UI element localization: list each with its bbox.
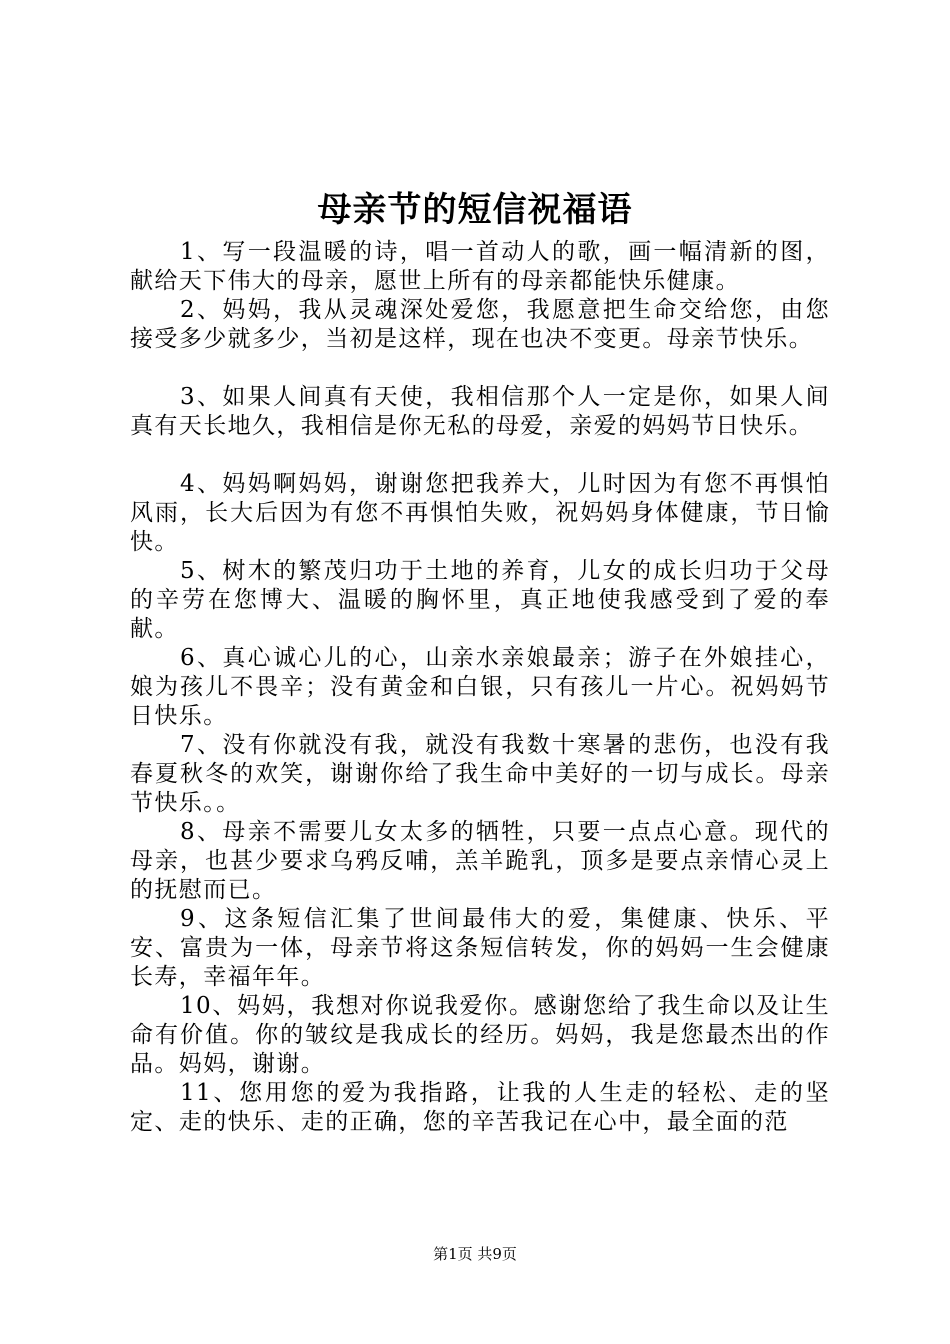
paragraph-1: 1、写一段温暖的诗，唱一首动人的歌，画一幅清新的图，献给天下伟大的母亲，愿世上所有的母亲都能快乐健康。 — [130, 239, 830, 294]
paragraph-6: 6、真心诚心儿的心，山亲水亲娘最亲；游子在外娘挂心，娘为孩儿不畏辛；没有黄金和白银，只有孩儿一片心。祝妈妈节日快乐。 — [130, 645, 830, 729]
page-number-footer: 第1页 共9页 — [433, 1245, 517, 1263]
paragraph-3: 3、如果人间真有天使，我相信那个人一定是你，如果人间真有天长地久，我相信是你无私的母爱，亲爱的妈妈节日快乐。 — [130, 384, 830, 439]
paragraph-10: 10、妈妈，我想对你说我爱你。感谢您给了我生命以及让生命有价值。你的皱纹是我成长的经历。妈妈，我是您最杰出的作品。妈妈，谢谢。 — [130, 993, 830, 1077]
paragraph-4: 4、妈妈啊妈妈，谢谢您把我养大，儿时因为有您不再惧怕风雨，长大后因为有您不再惧怕失败，祝妈妈身体健康，节日愉快。 — [130, 471, 830, 555]
paragraph-5: 5、树木的繁茂归功于土地的养育，儿女的成长归功于父母的辛劳在您博大、温暖的胸怀里，真正地使我感受到了爱的奉献。 — [130, 558, 830, 642]
paragraph-7: 7、没有你就没有我，就没有我数十寒暑的悲伤，也没有我春夏秋冬的欢笑，谢谢你给了我生命中美好的一切与成长。母亲节快乐。。 — [130, 732, 830, 816]
paragraph-9: 9、这条短信汇集了世间最伟大的爱，集健康、快乐、平安、富贵为一体，母亲节将这条短信转发，你的妈妈一生会健康长寿，幸福年年。 — [130, 906, 830, 990]
paragraph-8: 8、母亲不需要儿女太多的牺牲，只要一点点心意。现代的母亲，也甚少要求乌鸦反哺，羔羊跪乳，顶多是要点亲情心灵上的抚慰而已。 — [130, 819, 830, 903]
page-title: 母亲节的短信祝福语 — [317, 190, 633, 230]
paragraph-11: 11、您用您的爱为我指路，让我的人生走的轻松、走的坚定、走的快乐、走的正确，您的辛苦我记在心中，最全面的范 — [130, 1080, 830, 1135]
paragraph-2: 2、妈妈，我从灵魂深处爱您，我愿意把生命交给您，由您接受多少就多少，当初是这样，现在也决不变更。母亲节快乐。 — [130, 297, 830, 352]
document-body — [130, 238, 830, 1137]
